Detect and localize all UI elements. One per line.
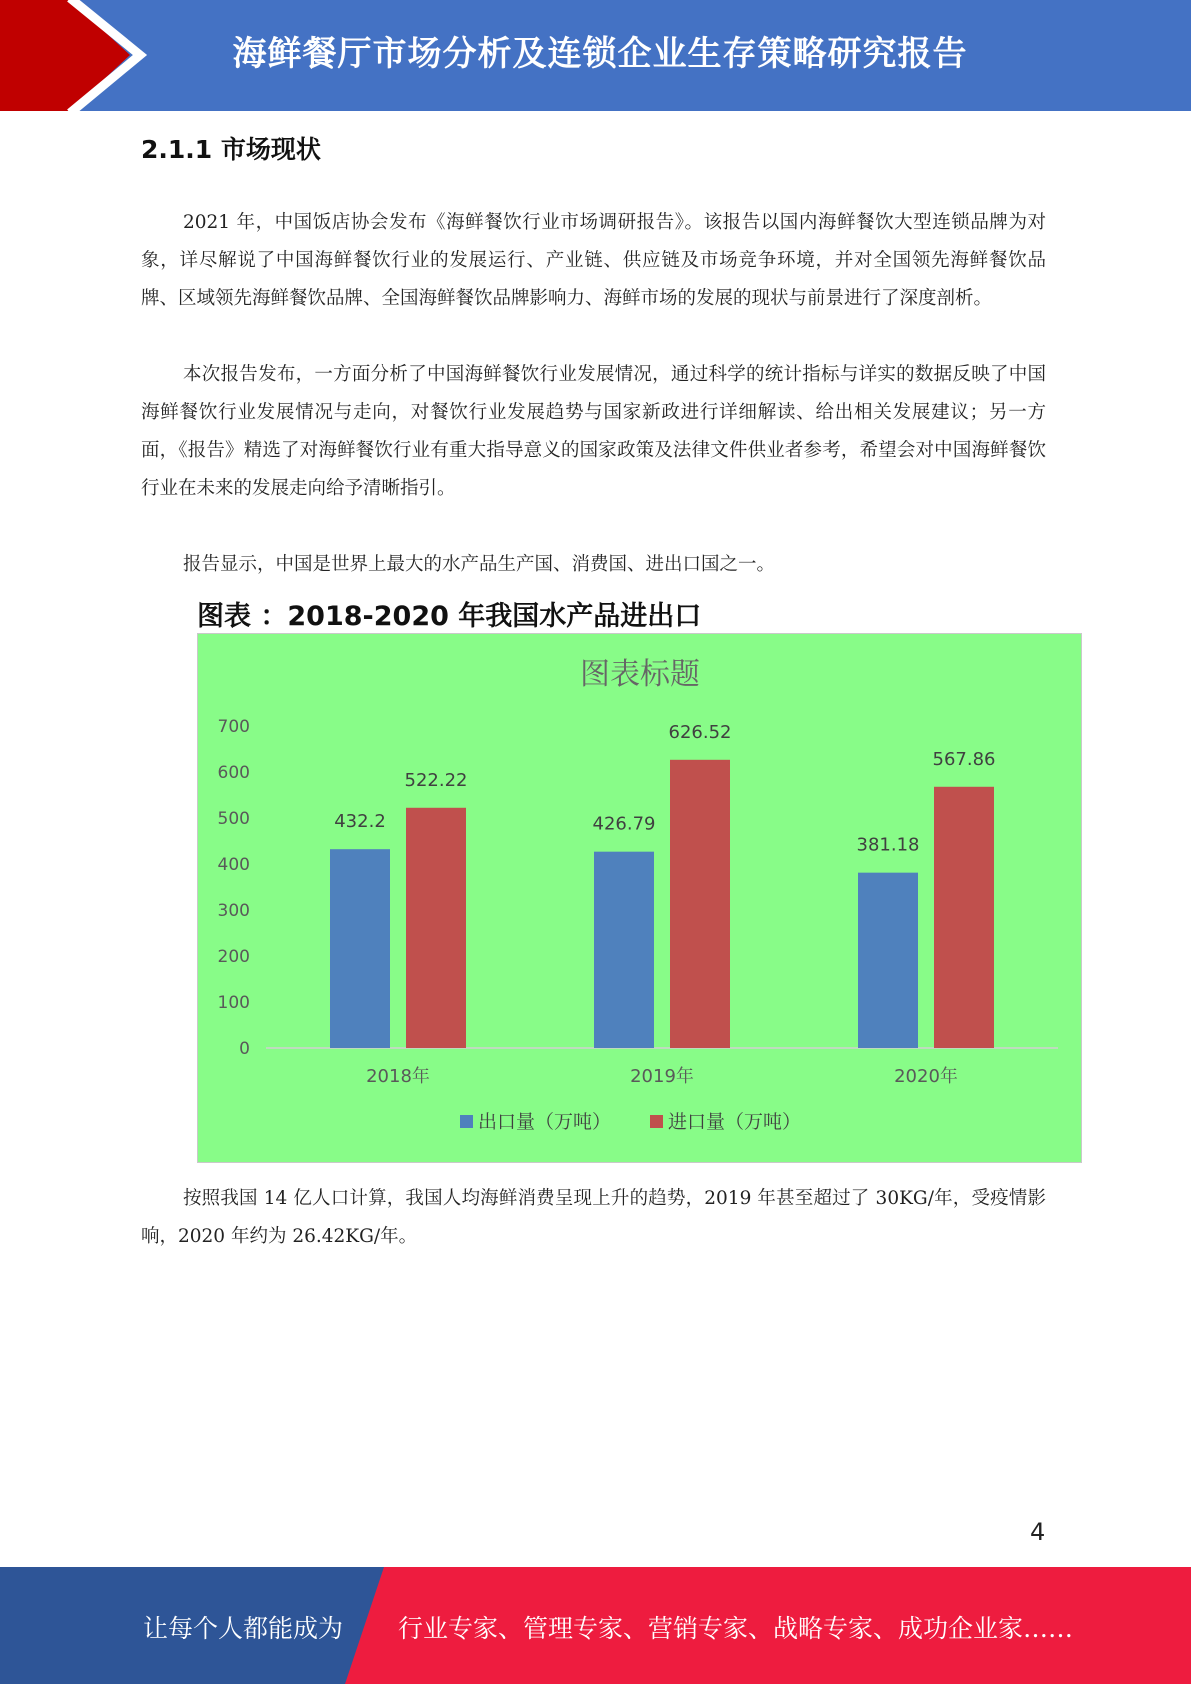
legend-swatch — [650, 1115, 663, 1128]
footer-band — [0, 1567, 1191, 1684]
bar-export — [858, 873, 918, 1048]
y-tick-label: 100 — [217, 993, 250, 1013]
x-tick-label: 2019年 — [630, 1066, 694, 1087]
data-label: 522.22 — [404, 769, 468, 791]
bar-chart — [197, 633, 1082, 1163]
data-label: 426.79 — [592, 813, 656, 835]
x-tick-label: 2020年 — [894, 1066, 958, 1087]
report-title: 海鲜餐厅市场分析及连锁企业生存策略研究报告 — [232, 34, 968, 74]
bar-export — [330, 849, 390, 1048]
bar-import — [934, 787, 994, 1048]
bar-import — [406, 808, 466, 1048]
data-label: 381.18 — [856, 834, 920, 856]
legend-label: 进口量（万吨） — [668, 1111, 802, 1133]
bar-import — [670, 760, 730, 1048]
y-tick-label: 500 — [217, 809, 250, 829]
legend-label: 出口量（万吨） — [478, 1111, 612, 1133]
header-arrow-decoration — [0, 0, 160, 111]
legend-swatch — [460, 1115, 473, 1128]
paragraph-report-summary: 本次报告发布，一方面分析了中国海鲜餐饮行业发展情况，通过科学的统计指标与详实的数据反映了中国海鲜餐饮行业发展情况与走向，对餐饮行业发展趋势与国家新政进行详细解读、给出相关发展建议；另一方面，《报告》精选了对海鲜餐饮行业有重大指导意义的国家政策及法律文件供业者参考，希望会对中国海鲜餐饮行业在未来的发展走向给予清晰指引。 — [141, 364, 1046, 499]
paragraph-intro: 2021 年，中国饭店协会发布《海鲜餐饮行业市场调研报告》。该报告以国内海鲜餐饮大型连锁品牌为对象，详尽解说了中国海鲜餐饮行业的发展运行、产业链、供应链及市场竞争环境，并对全国领先海鲜餐饮品牌、区域领先海鲜餐饮品牌、全国海鲜餐饮品牌影响力、海鲜市场的发展的现状与前景进行了深度剖析。 — [141, 212, 1046, 309]
chart-title: 图表标题 — [580, 657, 700, 692]
paragraph-report-finding: 报告显示，中国是世界上最大的水产品生产国、消费国、进出口国之一。 — [183, 554, 776, 575]
y-tick-label: 700 — [217, 717, 250, 737]
data-label: 626.52 — [668, 721, 732, 743]
chart-caption: 图表 ：2018-2020 年我国水产品进出口 — [197, 601, 702, 632]
page-number: 4 — [1030, 1518, 1046, 1546]
bar-chart-svg — [198, 634, 1083, 1164]
y-tick-label: 0 — [239, 1039, 250, 1059]
y-tick-label: 400 — [217, 855, 250, 875]
paragraph-per-capita: 按照我国 14 亿人口计算，我国人均海鲜消费呈现上升的趋势，2019 年甚至超过了 30KG/年，受疫情影响，2020 年约为 26.42KG/年。 — [141, 1188, 1046, 1247]
header-band — [0, 0, 1191, 111]
x-tick-label: 2018年 — [366, 1066, 430, 1087]
data-label: 567.86 — [932, 748, 996, 770]
y-tick-label: 300 — [217, 901, 250, 921]
section-heading: 2.1.1 市场现状 — [141, 135, 321, 164]
footer-slogan-left: 让每个人都能成为 — [143, 1614, 344, 1643]
footer-slogan-right: 行业专家、管理专家、营销专家、战略专家、成功企业家…… — [398, 1614, 1074, 1643]
bar-export — [594, 852, 654, 1048]
data-label: 432.2 — [334, 811, 386, 833]
y-tick-label: 600 — [217, 763, 250, 783]
y-tick-label: 200 — [217, 947, 250, 967]
